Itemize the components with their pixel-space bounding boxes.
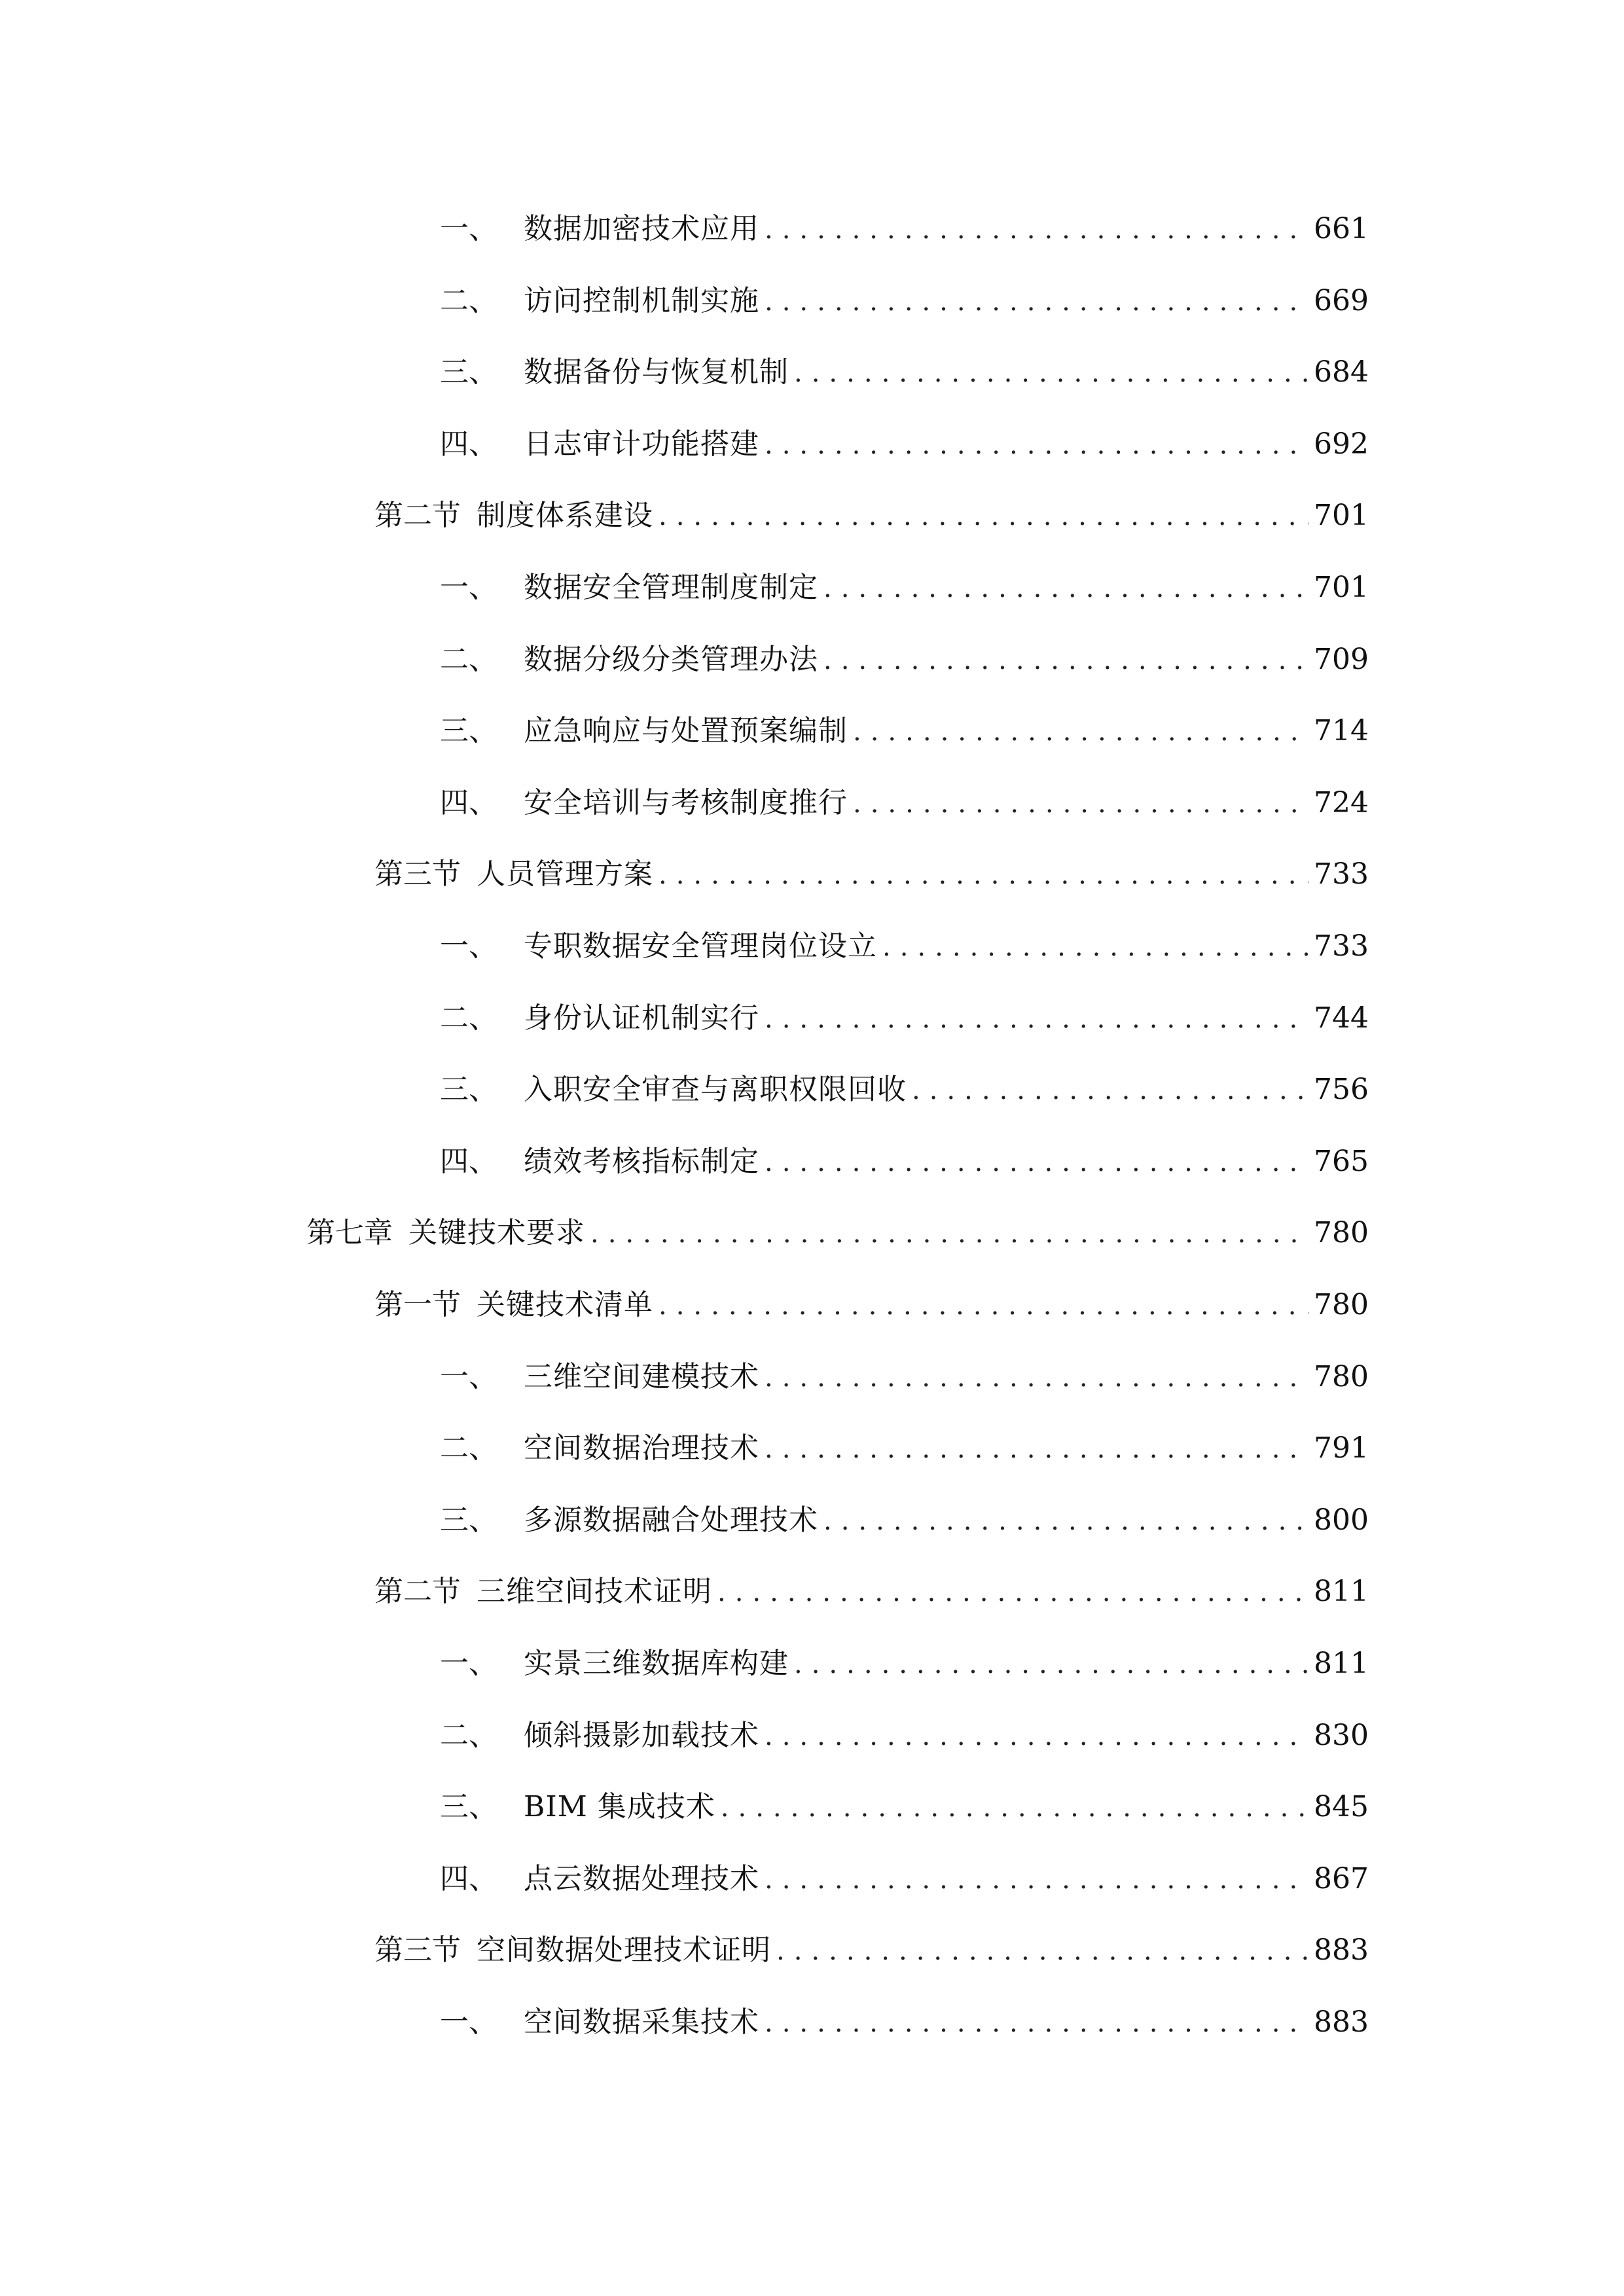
toc-entry-page-number: 733 xyxy=(1314,929,1369,963)
dot-leader xyxy=(765,2013,1308,2033)
toc-entry-page-number: 756 xyxy=(1314,1073,1369,1106)
toc-entry[interactable] xyxy=(440,1703,1369,1755)
toc-entry-number: 第一节 xyxy=(374,1288,461,1321)
dot-leader xyxy=(765,1870,1308,1890)
toc-entry-page-number: 684 xyxy=(1314,355,1369,389)
toc-entry[interactable] xyxy=(440,1057,1369,1109)
dot-leader xyxy=(853,722,1308,742)
dot-leader xyxy=(823,579,1308,598)
toc-entry[interactable] xyxy=(440,412,1369,464)
toc-entry-title: 绩效考核指标制定 xyxy=(524,1145,759,1178)
toc-entry-number: 三、 xyxy=(440,1073,497,1106)
toc-entry-number: 二、 xyxy=(440,1001,497,1035)
toc-entry-title: 倾斜摄影加载技术 xyxy=(524,1719,759,1752)
toc-entry-title: 访问控制机制实施 xyxy=(524,284,759,317)
toc-entry-page-number: 800 xyxy=(1314,1503,1369,1537)
toc-entry-number: 一、 xyxy=(440,212,497,245)
toc-entry-number: 一、 xyxy=(440,1647,497,1680)
dot-leader xyxy=(853,794,1308,814)
dot-leader xyxy=(659,1296,1308,1316)
toc-entry-page-number: 701 xyxy=(1314,571,1369,604)
dot-leader xyxy=(765,292,1308,312)
toc-entry-page-number: 811 xyxy=(1314,1575,1369,1608)
toc-entry[interactable] xyxy=(440,1416,1369,1468)
toc-entry-number: 三、 xyxy=(440,355,497,389)
toc-entry-title: BIM 集成技术 xyxy=(524,1790,715,1823)
toc-entry-number: 第七章 xyxy=(306,1216,393,1249)
toc-entry-title: 三维空间技术证明 xyxy=(477,1575,712,1608)
toc-entry-title: 空间数据采集技术 xyxy=(524,2005,759,2039)
toc-entry[interactable] xyxy=(440,1344,1369,1397)
toc-entry[interactable] xyxy=(440,698,1369,751)
toc-entry[interactable] xyxy=(440,914,1369,966)
toc-entry-number: 第三节 xyxy=(374,1933,461,1967)
toc-entry[interactable] xyxy=(440,1488,1369,1540)
toc-entry-title: 三维空间建模技术 xyxy=(524,1360,759,1393)
toc-entry-number: 第二节 xyxy=(374,1575,461,1608)
toc-entry-page-number: 883 xyxy=(1314,1933,1369,1967)
dot-leader xyxy=(659,865,1308,885)
toc-entry[interactable] xyxy=(440,770,1369,823)
toc-entry-title: 数据备份与恢复机制 xyxy=(524,355,789,389)
toc-entry[interactable] xyxy=(440,1631,1369,1683)
toc-entry-number: 第三节 xyxy=(374,857,461,891)
toc-entry-page-number: 733 xyxy=(1314,857,1369,891)
dot-leader xyxy=(590,1224,1308,1244)
toc-entry[interactable] xyxy=(374,483,1369,535)
toc-entry-number: 一、 xyxy=(440,1360,497,1393)
dot-leader xyxy=(765,1727,1308,1746)
toc-entry-title: 安全培训与考核制度推行 xyxy=(524,786,848,819)
toc-entry-title: 数据加密技术应用 xyxy=(524,212,759,245)
toc-entry-number: 二、 xyxy=(440,1719,497,1752)
toc-entry-number: 一、 xyxy=(440,929,497,963)
toc-entry-title: 制度体系建设 xyxy=(477,499,653,532)
toc-entry[interactable] xyxy=(440,555,1369,607)
dot-leader xyxy=(765,1439,1308,1459)
toc-entry-page-number: 714 xyxy=(1314,714,1369,747)
dot-leader xyxy=(765,1153,1308,1172)
dot-leader xyxy=(765,1009,1308,1029)
toc-entry-number: 四、 xyxy=(440,786,497,819)
toc-entry-title: 日志审计功能搭建 xyxy=(524,427,759,461)
toc-entry[interactable] xyxy=(440,986,1369,1038)
toc-entry-page-number: 709 xyxy=(1314,643,1369,676)
toc-entry-number: 四、 xyxy=(440,427,497,461)
toc-entry-page-number: 701 xyxy=(1314,499,1369,532)
toc-entry[interactable] xyxy=(440,268,1369,321)
toc-entry-number: 第二节 xyxy=(374,499,461,532)
toc-entry-number: 二、 xyxy=(440,643,497,676)
toc-entry-title: 专职数据安全管理岗位设立 xyxy=(524,929,877,963)
dot-leader xyxy=(823,1511,1308,1531)
toc-entry[interactable] xyxy=(440,1129,1369,1181)
toc-entry[interactable] xyxy=(306,1200,1369,1253)
toc-entry-page-number: 669 xyxy=(1314,284,1369,317)
toc-entry-page-number: 780 xyxy=(1314,1216,1369,1249)
toc-entry-number: 二、 xyxy=(440,284,497,317)
toc-entry-title: 身份认证机制实行 xyxy=(524,1001,759,1035)
toc-entry-number: 三、 xyxy=(440,1790,497,1823)
toc-entry-title: 空间数据处理技术证明 xyxy=(477,1933,771,1967)
toc-entry-number: 一、 xyxy=(440,571,497,604)
toc-entry-page-number: 724 xyxy=(1314,786,1369,819)
toc-entry-title: 应急响应与处置预案编制 xyxy=(524,714,848,747)
dot-leader xyxy=(765,220,1308,240)
dot-leader xyxy=(794,363,1308,383)
toc-entry-title: 点云数据处理技术 xyxy=(524,1862,759,1895)
dot-leader xyxy=(882,937,1308,957)
toc-entry-title: 关键技术要求 xyxy=(408,1216,585,1249)
toc-entry[interactable] xyxy=(440,340,1369,392)
dot-leader xyxy=(823,651,1308,670)
toc-entry[interactable] xyxy=(440,1990,1369,2042)
toc-entry[interactable] xyxy=(440,196,1369,249)
toc-entry[interactable] xyxy=(374,1272,1369,1325)
toc-entry-number: 二、 xyxy=(440,1431,497,1465)
toc-entry-page-number: 661 xyxy=(1314,212,1369,245)
toc-entry-page-number: 744 xyxy=(1314,1001,1369,1035)
toc-entry-page-number: 811 xyxy=(1314,1647,1369,1680)
dot-leader xyxy=(912,1081,1308,1100)
toc-entry-number: 三、 xyxy=(440,1503,497,1537)
toc-entry[interactable] xyxy=(374,1559,1369,1611)
toc-entry-number: 四、 xyxy=(440,1145,497,1178)
toc-entry-page-number: 692 xyxy=(1314,427,1369,461)
toc-entry[interactable] xyxy=(374,842,1369,894)
toc-entry[interactable] xyxy=(440,1774,1369,1827)
toc-entry-page-number: 845 xyxy=(1314,1790,1369,1823)
toc-entry-title: 数据分级分类管理办法 xyxy=(524,643,818,676)
dot-leader xyxy=(765,435,1308,455)
dot-leader xyxy=(765,1368,1308,1388)
toc-entry-title: 多源数据融合处理技术 xyxy=(524,1503,818,1537)
toc-entry-number: 一、 xyxy=(440,2005,497,2039)
dot-leader xyxy=(776,1941,1308,1961)
toc-entry-page-number: 830 xyxy=(1314,1719,1369,1752)
dot-leader xyxy=(659,507,1308,526)
toc-entry-title: 空间数据治理技术 xyxy=(524,1431,759,1465)
toc-entry-page-number: 780 xyxy=(1314,1360,1369,1393)
toc-entry-title: 关键技术清单 xyxy=(477,1288,653,1321)
toc-entry-number: 三、 xyxy=(440,714,497,747)
dot-leader xyxy=(794,1655,1308,1674)
toc-entry[interactable] xyxy=(374,1918,1369,1970)
toc-entry-page-number: 765 xyxy=(1314,1145,1369,1178)
toc-entry-title: 人员管理方案 xyxy=(477,857,653,891)
toc-entry-title: 入职安全审查与离职权限回收 xyxy=(524,1073,907,1106)
toc-entry-page-number: 883 xyxy=(1314,2005,1369,2039)
toc-entry-title: 实景三维数据库构建 xyxy=(524,1647,789,1680)
dot-leader xyxy=(721,1798,1308,1818)
toc-entry-page-number: 867 xyxy=(1314,1862,1369,1895)
toc-entry-page-number: 791 xyxy=(1314,1431,1369,1465)
toc-entry-number: 四、 xyxy=(440,1862,497,1895)
toc-entry[interactable] xyxy=(440,1846,1369,1899)
toc-entry-page-number: 780 xyxy=(1314,1288,1369,1321)
toc-entry-title: 数据安全管理制度制定 xyxy=(524,571,818,604)
dot-leader xyxy=(717,1583,1308,1602)
toc-entry[interactable] xyxy=(440,627,1369,679)
